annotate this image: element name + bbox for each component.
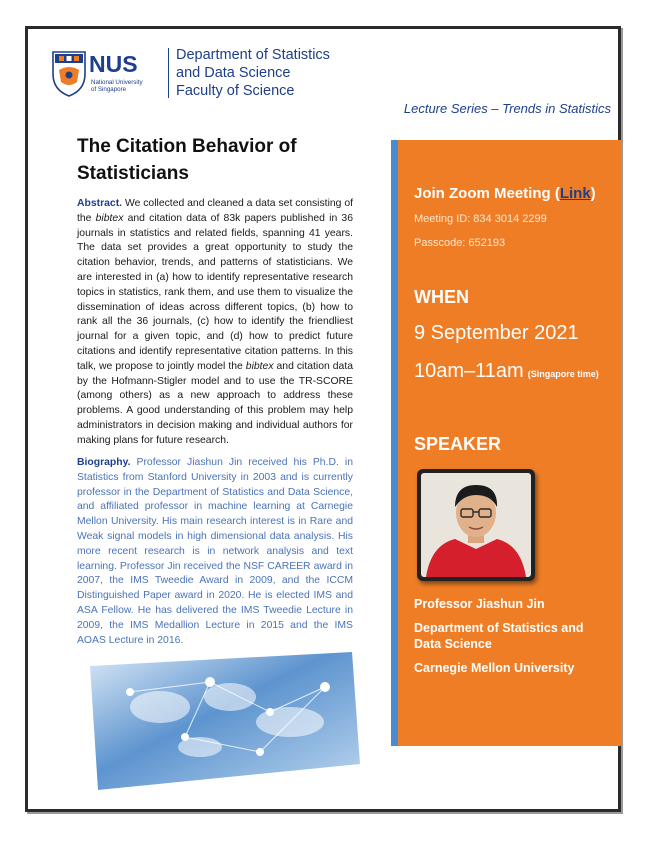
svg-text:NUS: NUS: [89, 51, 138, 77]
talk-title: The Citation Behavior of Statisticians: [77, 136, 297, 184]
speaker-department: Department of Statistics and Data Science: [414, 621, 584, 651]
abstract-italic-1: bibtex: [95, 212, 124, 224]
department-block: [176, 46, 330, 100]
svg-text:National University: National University: [91, 79, 143, 86]
abstract-text-3: and citation data by the Hofmann-Stigler model and to use the TR-SCORE (among others) as a new approach to address these problems. A good understanding of this problem may help administrators in decision making and individual authors for making plans for future research.: [77, 360, 353, 446]
speaker-university: Carnegie Mellon University: [414, 661, 575, 675]
biography-paragraph: [77, 456, 353, 648]
meeting-id: Meeting ID: 834 3014 2299: [414, 213, 547, 225]
network-illustration: [90, 652, 360, 790]
when-heading: WHEN: [414, 287, 469, 307]
dept-line-1: Department of Statistics: [176, 47, 330, 63]
zoom-link[interactable]: Link: [559, 185, 591, 202]
abstract-paragraph: [77, 197, 353, 449]
event-timezone: (Singapore time): [527, 369, 599, 379]
zoom-heading-text: Join Zoom Meeting (: [414, 185, 560, 202]
biography-text: Professor Jiashun Jin received his Ph.D. in Statistics from Stanford University in 2003 and is currently professor in the Department of Statistics and Data Science, and affiliated professor in machine learning at Carnegie Mellon University. His main research interest is in Rare and Weak signal models in high dimensional data analysis. His more recent research is in network analysis and text learning. Professor Jin received the NSF CAREER award in 2007, the IMS Tweedie Award in 2009, and the ICCM Distinguished Paper award in 2020. He is elected IMS and ASA Fellow. He has delivered the IMS Tweedie Lecture in 2009, the IMS Medallion Lecture in 2015 and the IMS AOAS Lecture in 2016.: [77, 457, 353, 646]
speaker-heading: SPEAKER: [414, 434, 502, 454]
abstract-text-2: and citation data of 83k papers published in 36 journals in statistics and related fields, spanning 41 years. The data set provides a great opportunity to study the citation behavior, trends, and patterns of statisticians. We are interested in (a) how to identify representative research topics in statistics, rank them, and use them to visualize the dissemination of ideas across different topics, (b) how to rank all the 36 journals, (c) how to identify the friendliest journal for a given topic, and (d) how to predict future citations and identify representative citation patterns. In this talk, we propose to jointly model the: [77, 212, 353, 372]
biography-label: Biography.: [77, 457, 131, 468]
passcode: Passcode: 652193: [414, 237, 506, 249]
lecture-series-label: Lecture Series – Trends in Statistics: [403, 101, 611, 116]
event-date: 9 September 2021: [414, 322, 579, 344]
speaker-name: Professor Jiashun Jin: [414, 597, 545, 611]
dept-line-2: and Data Science: [176, 65, 291, 81]
zoom-heading: [414, 185, 596, 202]
logo-divider: [168, 48, 169, 98]
nus-logo: [51, 48, 169, 98]
dept-line-3: Faculty of Science: [176, 83, 295, 99]
zoom-heading-close: ): [590, 185, 596, 202]
nus-crest-icon: [53, 52, 85, 96]
speaker-photo: [417, 469, 535, 581]
abstract-italic-2: bibtex: [245, 360, 274, 372]
abstract-label: Abstract.: [77, 198, 123, 209]
event-time: [414, 360, 599, 383]
event-time-range: 10am–11am: [414, 360, 524, 382]
svg-text:of Singapore: of Singapore: [91, 86, 127, 93]
abstract-text-1: We collected and cleaned a data set consisting of the: [77, 198, 353, 224]
